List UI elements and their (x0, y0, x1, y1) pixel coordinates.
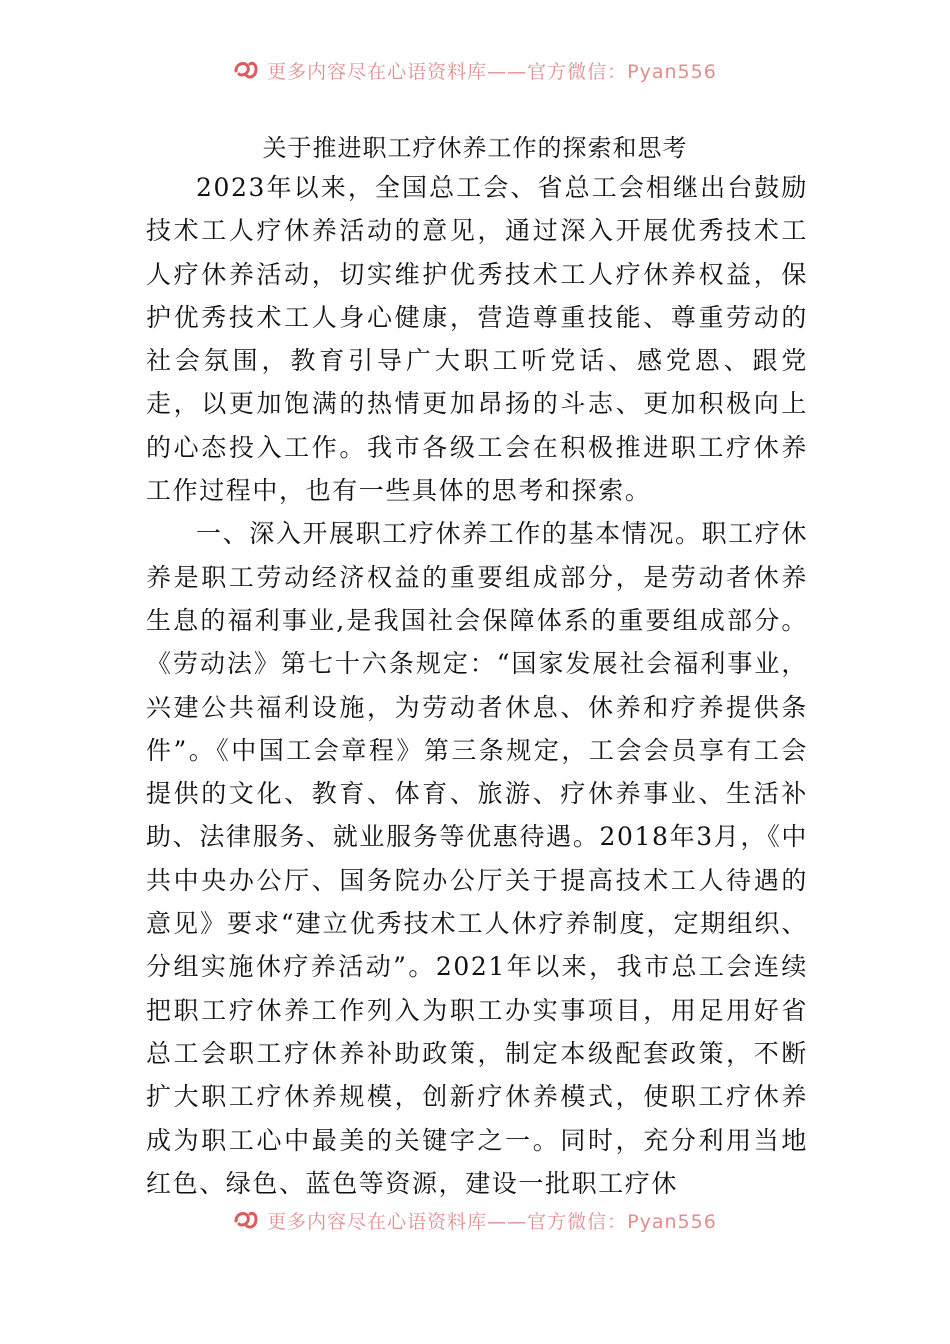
paragraph-intro: 2023年以来，全国总工会、省总工会相继出台鼓励技术工人疗休养活动的意见，通过深入开展优秀技术工人疗休养活动，切实维护优秀技术工人疗休养权益，保护优秀技术工人身心健康，营造尊重技能、尊重劳动的社会氛围，教育引导广大职工听党话、感党恩、跟党走，以更加饱满的热情更加昂扬的斗志、更加积极向上的心态投入工作。我市各级工会在积极推进职工疗休养工作过程中，也有一些具体的思考和探索。 (146, 173, 808, 506)
document-title: 关于推进职工疗休养工作的探索和思考 (262, 134, 688, 162)
watermark-text: 更多内容尽在心语资料库——官方微信：Pyan556 (267, 60, 717, 83)
paragraph-section-one: 一、深入开展职工疗休养工作的基本情况。职工疗休养是职工劳动经济权益的重要组成部分，是劳动者休养生息的福利事业,是我国社会保障体系的重要组成部分。《劳动法》第七十六条规定：“国家发展社会福利事业，兴建公共福利设施，为劳动者休息、休养和疗养提供条件”。《中国工会章程》第三条规定，工会会员享有工会提供的文化、教育、体育、旅游、疗休养事业、生活补助、法律服务、就业服务等优惠待遇。2018年3月，《中共中央办公厅、国务院办公厅关于提高技术工人待遇的意见》要求“建立优秀技术工人休疗养制度，定期组织、分组实施休疗养活动”。2021年以来，我市总工会连续把职工疗休养工作列入为职工办实事项目，用足用好省总工会职工疗休养补助政策，制定本级配套政策，不断扩大职工疗休养规模，创新疗休养模式，使职工疗休养成为职工心中最美的关键字之一。同时，充分利用当地红色、绿色、蓝色等资源，建设一批职工疗休 (146, 519, 808, 1198)
document-body (146, 166, 808, 1205)
header-watermark (0, 55, 950, 85)
watermark-logo-icon (233, 57, 259, 83)
footer-watermark (0, 1205, 950, 1235)
watermark-text: 更多内容尽在心语资料库——官方微信：Pyan556 (267, 1210, 717, 1233)
watermark-logo-icon (233, 1207, 259, 1233)
